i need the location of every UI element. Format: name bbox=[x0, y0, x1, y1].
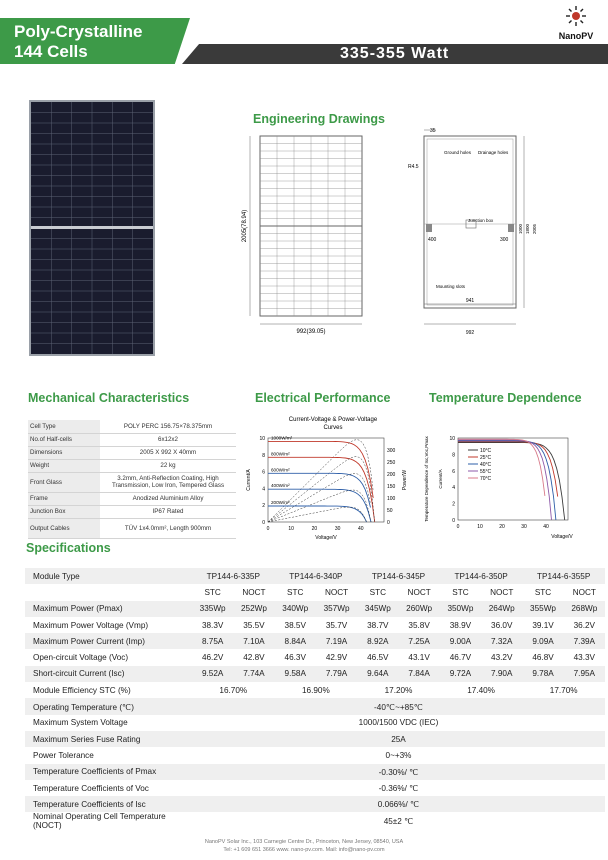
spec-value: 7.84A bbox=[398, 666, 439, 682]
spec-value: -0.30%/ ℃ bbox=[192, 764, 605, 780]
spec-value: 1000/1500 VDC (IEC) bbox=[192, 715, 605, 731]
noct-label: NOCT bbox=[316, 584, 357, 600]
y-tick-label: 6 bbox=[262, 469, 265, 476]
spec-value: 43.3V bbox=[564, 649, 605, 665]
spec-value: 260Wp bbox=[398, 601, 439, 617]
noct-label: NOCT bbox=[481, 584, 522, 600]
x-tick-label: 20 bbox=[311, 526, 318, 532]
y-tick-label: 2 bbox=[452, 501, 455, 508]
spec-value: 17.70% bbox=[522, 682, 605, 698]
spec-value: 252Wp bbox=[233, 601, 274, 617]
spec-label: Power Tolerance bbox=[25, 747, 192, 763]
spec-value: 8.92A bbox=[357, 633, 398, 649]
y2-tick-label: 300 bbox=[387, 448, 396, 454]
spec-value: 46.8V bbox=[522, 649, 563, 665]
spec-value: 7.25A bbox=[398, 633, 439, 649]
engineering-drawings-title: Engineering Drawings bbox=[253, 112, 385, 126]
spec-value: 45±2 ℃ bbox=[192, 812, 605, 830]
model-name: TP144-6-335P bbox=[192, 568, 275, 584]
spec-label: Maximum System Voltage bbox=[25, 715, 192, 731]
x-tick-label: 30 bbox=[334, 526, 341, 532]
spec-value: 335Wp bbox=[192, 601, 233, 617]
v-dim-1: 1000 bbox=[518, 223, 523, 234]
spec-value: 16.90% bbox=[275, 682, 358, 698]
mech-value: Anodized Aluminium Alloy bbox=[100, 492, 236, 505]
spec-value: 340Wp bbox=[275, 601, 316, 617]
front-height-label: 2005(78.94) bbox=[242, 209, 248, 243]
irradiance-label: 600W/m² bbox=[271, 467, 290, 473]
y2-tick-label: 150 bbox=[387, 484, 396, 490]
stc-label: STC bbox=[440, 584, 481, 600]
y2-tick-label: 100 bbox=[387, 496, 396, 502]
mech-row bbox=[28, 446, 236, 459]
spec-value: 357Wp bbox=[316, 601, 357, 617]
left-slot-dim: 400 bbox=[428, 237, 437, 243]
spec-value: 42.9V bbox=[316, 649, 357, 665]
legend-label: 25°C bbox=[480, 455, 492, 461]
chart-title-1: Current-Voltage & Power-Voltage bbox=[288, 417, 378, 423]
mech-key: No.of Half-cells bbox=[28, 433, 100, 446]
spec-label: Maximum Power Current (Imp) bbox=[25, 633, 192, 649]
mech-key: Dimensions bbox=[28, 446, 100, 459]
spec-row bbox=[25, 601, 605, 617]
spec-value: 7.74A bbox=[233, 666, 274, 682]
temp-curve bbox=[458, 443, 565, 521]
spec-value: 17.40% bbox=[440, 682, 523, 698]
spec-row bbox=[25, 682, 605, 698]
mech-value: IP67 Rated bbox=[100, 505, 236, 518]
footer-address: NanoPV Solar Inc., 103 Carnegie Centre Dr., Princeton, New Jersey, 08540, USA bbox=[204, 839, 404, 845]
y-tick-label: 8 bbox=[452, 452, 455, 459]
spec-value: 9.64A bbox=[357, 666, 398, 682]
y2-tick-label: 250 bbox=[387, 460, 396, 466]
spec-value: 345Wp bbox=[357, 601, 398, 617]
mech-key: Weight bbox=[28, 459, 100, 472]
noct-label: NOCT bbox=[398, 584, 439, 600]
header-title-line1: Poly-Crystalline bbox=[14, 22, 143, 41]
specifications-table bbox=[25, 568, 605, 830]
spec-value: 0.066%/ ℃ bbox=[192, 796, 605, 812]
spec-value: 38.7V bbox=[357, 617, 398, 633]
irradiance-label: 1000W/m² bbox=[271, 435, 293, 441]
spec-value: 7.32A bbox=[481, 633, 522, 649]
model-name: TP144-6-350P bbox=[440, 568, 523, 584]
pv-curve bbox=[268, 474, 371, 523]
spec-value: 39.1V bbox=[522, 617, 563, 633]
spec-value: 35.7V bbox=[316, 617, 357, 633]
y-tick-label: 0 bbox=[262, 520, 265, 526]
y-axis-label: Temperature Dependence of Isc,Voc,Pmax bbox=[424, 436, 429, 522]
stc-label: STC bbox=[275, 584, 316, 600]
spec-value: 35.8V bbox=[398, 617, 439, 633]
panel-cell-grid bbox=[31, 102, 153, 354]
back-view-drawing bbox=[396, 124, 546, 340]
spec-label: Maximum Series Fuse Rating bbox=[25, 731, 192, 747]
right-slot-dim: 300 bbox=[500, 237, 509, 243]
spec-value: 38.5V bbox=[275, 617, 316, 633]
spec-row bbox=[25, 812, 605, 830]
chart-title-2: Curves bbox=[323, 425, 343, 431]
outer-width-dim: 992 bbox=[465, 330, 475, 336]
spec-value: 7.10A bbox=[233, 633, 274, 649]
spec-label: Operating Temperature (℃) bbox=[25, 698, 192, 714]
x-axis-label: Voltage/V bbox=[551, 534, 573, 540]
spec-value: 264Wp bbox=[481, 601, 522, 617]
sun-logo-icon bbox=[566, 6, 586, 26]
iv-pv-chart bbox=[240, 412, 426, 548]
module-type-label: Module Type bbox=[25, 568, 192, 584]
irradiance-label: 400W/m² bbox=[271, 483, 290, 489]
y-axis-label-2: Current/A bbox=[438, 469, 443, 489]
legend-label: 70°C bbox=[480, 476, 492, 482]
spec-value: 9.72A bbox=[440, 666, 481, 682]
mech-key: Frame bbox=[28, 492, 100, 505]
spec-value: 36.0V bbox=[481, 617, 522, 633]
y-tick-label: 10 bbox=[449, 436, 455, 442]
back-top-dim: 35 bbox=[430, 128, 436, 134]
spec-value: 9.58A bbox=[275, 666, 316, 682]
spec-value: 16.70% bbox=[192, 682, 275, 698]
spec-value: 38.9V bbox=[440, 617, 481, 633]
spec-value: 36.2V bbox=[564, 617, 605, 633]
spec-value: 43.2V bbox=[481, 649, 522, 665]
spec-label: Maximum Power (Pmax) bbox=[25, 601, 192, 617]
y2-tick-label: 200 bbox=[387, 472, 396, 478]
v-dim-3: 2005 bbox=[532, 223, 537, 234]
spec-row bbox=[25, 764, 605, 780]
x-tick-label: 40 bbox=[358, 526, 364, 532]
spec-value: 35.5V bbox=[233, 617, 274, 633]
spacer bbox=[25, 584, 192, 600]
spec-label: Nominal Operating Cell Temperature (NOCT) bbox=[25, 812, 192, 830]
spec-value: 46.2V bbox=[192, 649, 233, 665]
spec-value: 25A bbox=[192, 731, 605, 747]
spec-label: Temperature Coefficients of Isc bbox=[25, 796, 192, 812]
specifications-title: Specifications bbox=[26, 541, 111, 555]
mech-row bbox=[28, 420, 236, 433]
stc-label: STC bbox=[522, 584, 563, 600]
spec-label: Open-circuit Voltage (Voc) bbox=[25, 649, 192, 665]
spec-value: 355Wp bbox=[522, 601, 563, 617]
temp-curve bbox=[458, 439, 545, 496]
front-view-drawing bbox=[240, 128, 370, 340]
spec-row bbox=[25, 649, 605, 665]
x-axis-label: Voltage/V bbox=[315, 535, 337, 541]
mechanical-title: Mechanical Characteristics bbox=[28, 391, 190, 405]
spec-label: Short-circuit Current (Isc) bbox=[25, 666, 192, 682]
spec-header-row bbox=[25, 568, 605, 584]
spec-row bbox=[25, 747, 605, 763]
spec-value: 38.3V bbox=[192, 617, 233, 633]
wattage-range: 335-355 Watt bbox=[340, 45, 450, 62]
spec-value: 17.20% bbox=[357, 682, 440, 698]
mech-key: Front Glass bbox=[28, 472, 100, 492]
spec-row bbox=[25, 715, 605, 731]
nanopv-logo bbox=[552, 6, 600, 41]
spec-row bbox=[25, 698, 605, 714]
spec-value: 7.79A bbox=[316, 666, 357, 682]
spec-row bbox=[25, 633, 605, 649]
mech-row bbox=[28, 492, 236, 505]
v-dim-2: 1800 bbox=[525, 223, 530, 234]
legend-label: 10°C bbox=[480, 448, 492, 454]
y-tick-label: 4 bbox=[262, 486, 265, 493]
spec-value: 7.39A bbox=[564, 633, 605, 649]
y-tick-label: 6 bbox=[452, 468, 455, 475]
spec-label: Temperature Coefficients of Pmax bbox=[25, 764, 192, 780]
mech-key: Junction Box bbox=[28, 505, 100, 518]
spec-value: 7.95A bbox=[564, 666, 605, 682]
temp-curve bbox=[458, 440, 552, 520]
spec-value: 0~+3% bbox=[192, 747, 605, 763]
front-width-label: 992(39.05) bbox=[296, 329, 326, 335]
y-tick-label: 8 bbox=[262, 452, 265, 459]
temperature-chart bbox=[420, 428, 590, 548]
spec-value: -0.36%/ ℃ bbox=[192, 780, 605, 796]
y2-tick-label: 50 bbox=[387, 508, 393, 514]
back-radius-label: R4.5 bbox=[408, 164, 419, 170]
noct-label: NOCT bbox=[233, 584, 274, 600]
mechanical-table bbox=[28, 420, 236, 539]
solar-panel-image bbox=[29, 100, 155, 356]
stc-label: STC bbox=[192, 584, 233, 600]
spec-value: 7.19A bbox=[316, 633, 357, 649]
spec-value: 9.00A bbox=[440, 633, 481, 649]
spec-value: 7.90A bbox=[481, 666, 522, 682]
footer bbox=[0, 838, 608, 854]
spec-value: 8.84A bbox=[275, 633, 316, 649]
spec-row bbox=[25, 617, 605, 633]
irradiance-label: 800W/m² bbox=[271, 451, 290, 457]
x-tick-label: 10 bbox=[477, 524, 483, 530]
junction-box-label: Junction box bbox=[468, 218, 494, 223]
spec-value: 8.75A bbox=[192, 633, 233, 649]
mech-row bbox=[28, 518, 236, 538]
spec-label: Module Efficiency STC (%) bbox=[25, 682, 192, 698]
mech-value: POLY PERC 156.75×78.375mm bbox=[100, 420, 236, 433]
mech-row bbox=[28, 505, 236, 518]
footer-contact: Tel: +1 609 651 3666 www. nano-pv.com. Mail: info@nano-pv.com bbox=[223, 847, 385, 853]
logo-text: NanoPV bbox=[558, 31, 594, 41]
legend-label: 55°C bbox=[480, 469, 492, 475]
mech-value: 6x12x2 bbox=[100, 433, 236, 446]
model-name: TP144-6-355P bbox=[522, 568, 605, 584]
mounting-slots-label: Mounting slots bbox=[436, 284, 466, 289]
spec-row bbox=[25, 731, 605, 747]
x-tick-label: 20 bbox=[499, 524, 505, 530]
y-axis-label: Current/A bbox=[246, 469, 252, 491]
temp-curve bbox=[458, 441, 556, 520]
spec-value: 46.7V bbox=[440, 649, 481, 665]
spec-value: 9.78A bbox=[522, 666, 563, 682]
y-tick-label: 10 bbox=[259, 436, 265, 442]
model-name: TP144-6-340P bbox=[275, 568, 358, 584]
drainage-holes-label: Drainage holes bbox=[478, 150, 509, 155]
x-tick-label: 0 bbox=[456, 524, 460, 530]
spec-value: -40℃~+85℃ bbox=[192, 698, 605, 714]
spec-value: 268Wp bbox=[564, 601, 605, 617]
y2-axis-label: Power/W bbox=[402, 469, 408, 491]
y-tick-label: 2 bbox=[262, 503, 265, 510]
y-tick-label: 0 bbox=[452, 518, 455, 524]
stc-label: STC bbox=[357, 584, 398, 600]
ground-holes-label: Ground holes bbox=[444, 150, 472, 155]
mech-value: 2005 X 992 X 40mm bbox=[100, 446, 236, 459]
y2-tick-label: 0 bbox=[387, 520, 390, 526]
spec-row bbox=[25, 666, 605, 682]
pv-curve bbox=[268, 507, 367, 522]
mech-row bbox=[28, 433, 236, 446]
spec-subheader-row bbox=[25, 584, 605, 600]
spec-row bbox=[25, 796, 605, 812]
electrical-title: Electrical Performance bbox=[255, 391, 391, 405]
mech-value: TÜV 1x4.0mm², Length 900mm bbox=[100, 518, 236, 538]
x-tick-label: 30 bbox=[521, 524, 527, 530]
spec-label: Temperature Coefficients of Voc bbox=[25, 780, 192, 796]
mech-row bbox=[28, 472, 236, 492]
spec-value: 46.5V bbox=[357, 649, 398, 665]
x-tick-label: 10 bbox=[288, 526, 294, 532]
header-title-line2: 144 Cells bbox=[14, 42, 88, 61]
mech-row bbox=[28, 459, 236, 472]
spec-row bbox=[25, 780, 605, 796]
spec-value: 42.8V bbox=[233, 649, 274, 665]
temperature-title: Temperature Dependence bbox=[429, 391, 582, 405]
spec-value: 43.1V bbox=[398, 649, 439, 665]
mech-value: 3.2mm, Anti-Reflection Coating, High Transmission, Low Iron, Tempered Glass bbox=[100, 472, 236, 492]
model-name: TP144-6-345P bbox=[357, 568, 440, 584]
mech-key: Output Cables bbox=[28, 518, 100, 538]
spec-label: Maximum Power Voltage (Vmp) bbox=[25, 617, 192, 633]
noct-label: NOCT bbox=[564, 584, 605, 600]
x-tick-label: 40 bbox=[543, 524, 549, 530]
inner-width-dim: 941 bbox=[465, 298, 475, 304]
iv-curve bbox=[268, 506, 367, 522]
spec-value: 9.09A bbox=[522, 633, 563, 649]
spec-value: 350Wp bbox=[440, 601, 481, 617]
legend-label: 40°C bbox=[480, 462, 492, 468]
x-tick-label: 0 bbox=[266, 526, 270, 532]
y-tick-label: 4 bbox=[452, 485, 455, 492]
irradiance-label: 200W/m² bbox=[271, 500, 290, 506]
spec-value: 46.3V bbox=[275, 649, 316, 665]
spec-value: 9.52A bbox=[192, 666, 233, 682]
mech-value: 22 kg bbox=[100, 459, 236, 472]
mech-key: Cell Type bbox=[28, 420, 100, 433]
